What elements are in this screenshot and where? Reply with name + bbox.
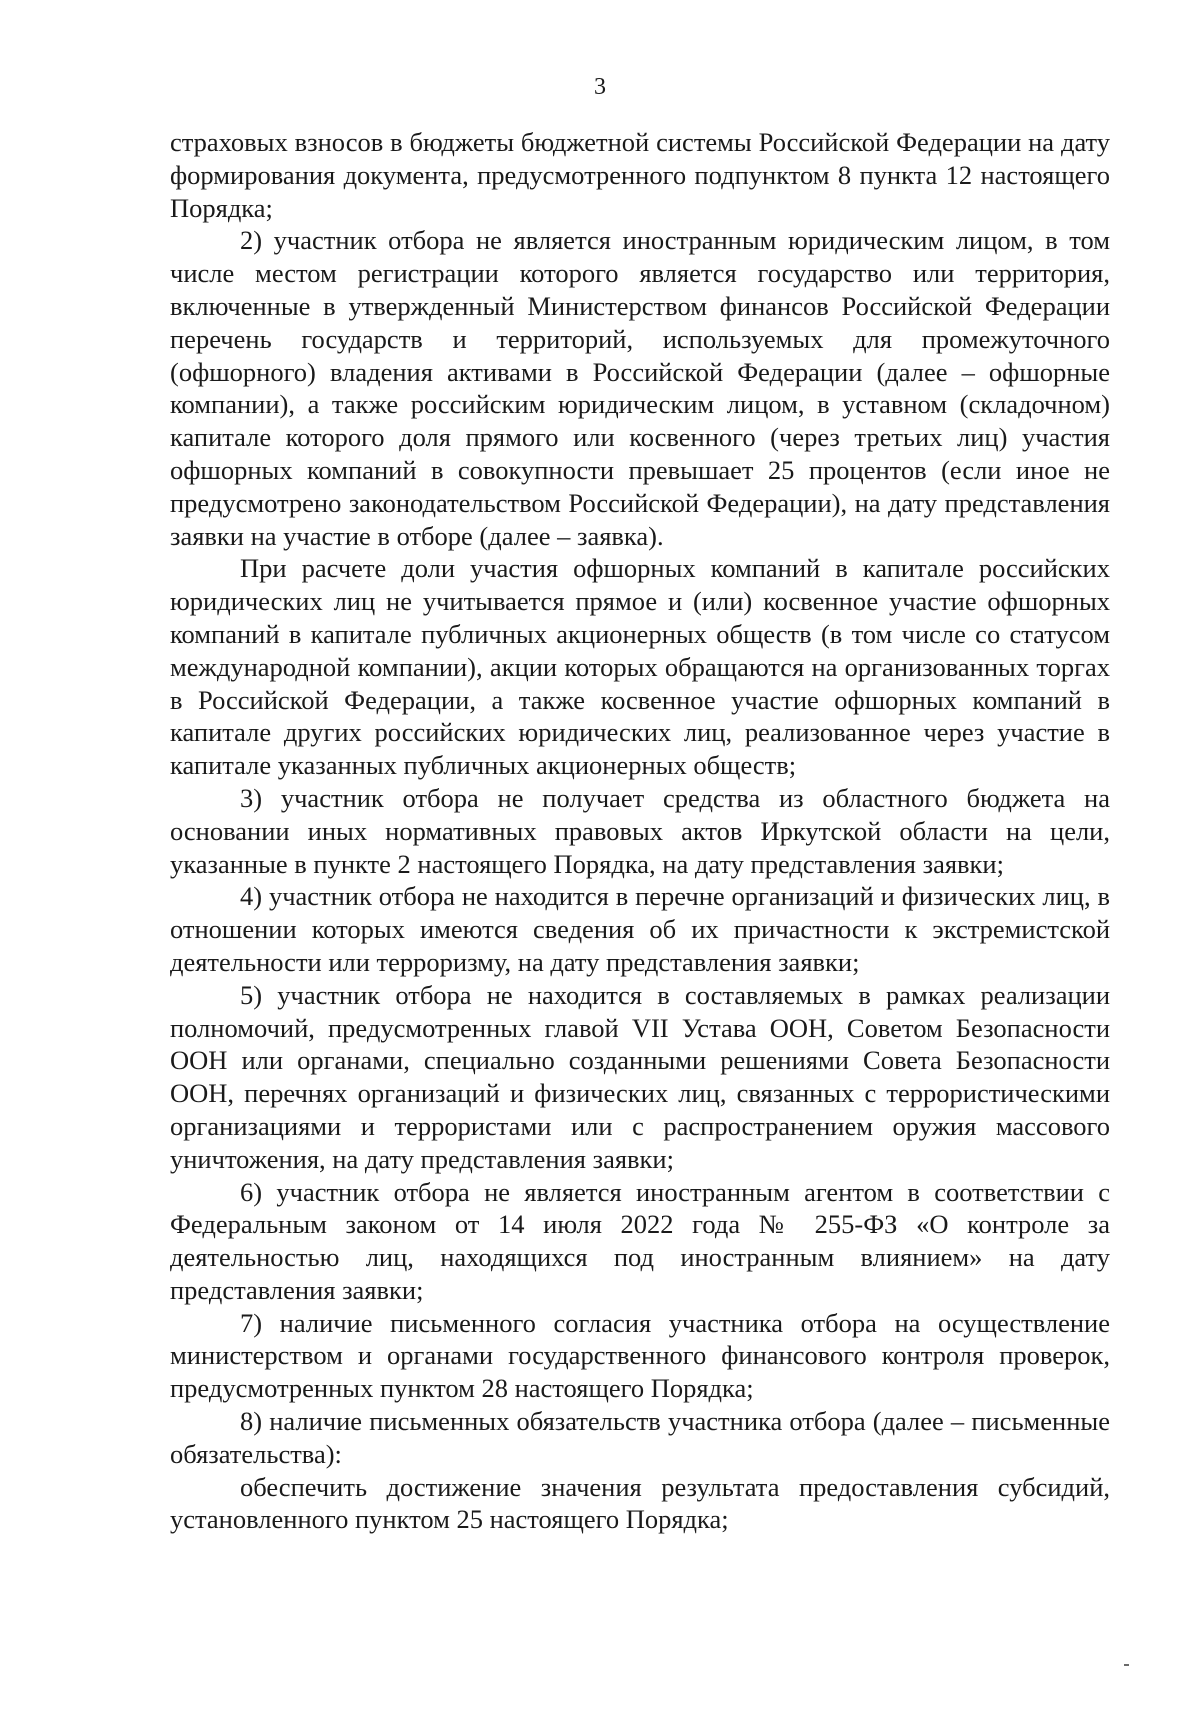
page-number: 3 bbox=[594, 74, 606, 100]
paragraph-item-7: 7) наличие письменного согласия участника отбора на осуществление министерством и органами государственного финансового контроля проверок, предусмотренных пунктом 28 настоящего Порядка; bbox=[170, 1307, 1110, 1404]
paragraph-item-6: 6) участник отбора не является иностранным агентом в соответствии с Федеральным законом от 14 июля 2022 года № 255-ФЗ «О контроле за деятельностью лиц, находящихся под иностранным влиянием» на дату представления заявки; bbox=[170, 1176, 1110, 1305]
paragraph-item-8: 8) наличие письменных обязательств участника отбора (далее – письменные обязательства): bbox=[170, 1406, 1110, 1469]
paragraph-item-4: 4) участник отбора не находится в перечне организаций и физических лиц, в отношении которых имеются сведения об их причастности к экстремистской деятельности или терроризму, на дату представления заявки; bbox=[170, 881, 1110, 977]
paragraph-item-3: 3) участник отбора не получает средства из областного бюджета на основании иных нормативных правовых актов Иркутской области на цели, указанные в пункте 2 настоящего Порядка, на дату представления заявки; bbox=[170, 782, 1110, 879]
paragraph-obligation: обеспечить достижение значения результата предоставления субсидий, установленного пунктом 25 настоящего Порядка; bbox=[170, 1471, 1110, 1535]
paragraph-item-2: 2) участник отбора не является иностранным юридическим лицом, в том числе местом регистрации которого является государство или территория, включенные в утвержденный Министерством финансов Российской Федерации перечень государств и территорий, используемых для промежуточного (офшорного) владения активами в Российской Федерации (далее – офшорные компании), а также российским юридическим лицом, в уставном (складочном) капитале которого доля прямого или косвенного (через третьих лиц) участия офшорных компаний в совокупности превышает 25 процентов (если иное не предусмотрено законодательством Российской Федерации), на дату представления заявки на участие в отборе (далее – заявка). bbox=[170, 225, 1110, 551]
paragraph-item-5: 5) участник отбора не находится в составляемых в рамках реализации полномочий, предусмотренных главой VII Устава ООН, Советом Безопасности ООН или органами, специально созданными решениями Совета Безопасности ООН, перечнях организаций и физических лиц, связанных с террористическими организациями и террористами или с распространением оружия массового уничтожения, на дату представления заявки; bbox=[170, 979, 1110, 1174]
paragraph-continuation: страховых взносов в бюджеты бюджетной системы Российской Федерации на дату формирования документа, предусмотренного подпунктом 8 пункта 12 настоящего Порядка; bbox=[170, 127, 1110, 223]
document-body bbox=[170, 126, 1110, 1536]
scan-mark bbox=[1124, 1664, 1129, 1666]
paragraph-offshore-share: При расчете доли участия офшорных компаний в капитале российских юридических лиц не учитывается прямое и (или) косвенное участие офшорных компаний в капитале публичных акционерных обществ (в том числе со статусом международной компании), акции которых обращаются на организованных торгах в Российской Федерации, а также косвенное участие офшорных компаний в капитале других российских юридических лиц, реализованное через участие в капитале указанных публичных акционерных обществ; bbox=[170, 553, 1110, 781]
